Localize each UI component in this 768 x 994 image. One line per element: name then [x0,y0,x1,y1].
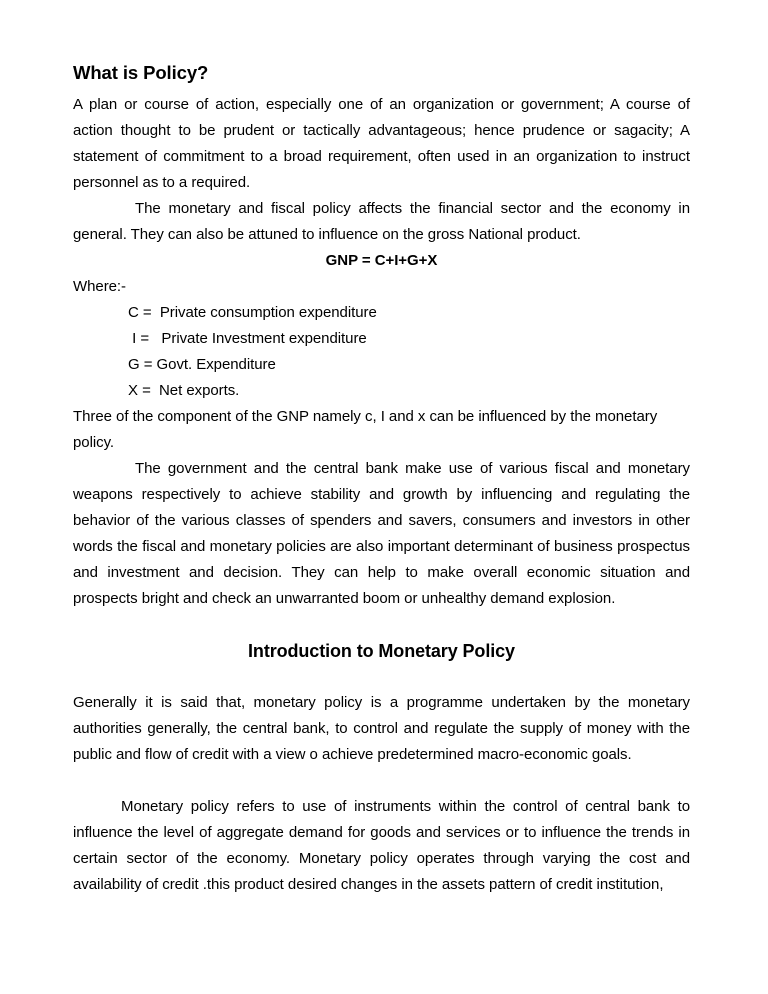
gnp-formula: GNP = C+I+G+X [325,252,438,269]
paragraph-monetary-instruments: Monetary policy refers to use of instruments within the control of central bank to influence the level of aggregate demand for goods and services or to influence the trends in certain sector of the economy. Monetary policy operates through varying the cost and availability of credit .this product desired changes in the assets pattern of credit institution, [73,798,690,893]
list-item: X = Net exports. [128,382,240,399]
page-title: What is Policy? [73,62,209,83]
gnp-variable-list [73,300,690,404]
paragraph-monetary-fiscal-policy: The monetary and fiscal policy affects the financial sector and the economy in general. They can also be attuned to influence on the gross National product. [73,200,690,243]
section-spacer [73,612,690,638]
paragraph-spacer [73,768,690,794]
document-body [73,60,690,898]
list-item: G = Govt. Expenditure [128,356,276,373]
where-label: Where:- [73,278,126,295]
paragraph-three-components: Three of the component of the GNP namely c, I and x can be influenced by the monetary policy. [73,408,658,451]
list-item: I = Private Investment expenditure [128,330,367,347]
list-item: C = Private consumption expenditure [128,304,377,321]
heading-spacer [73,664,690,690]
paragraph-government-central-bank: The government and the central bank make use of various fiscal and monetary weapons respectively to achieve stability and growth by influencing and regulating the behavior of the various classes of spenders and savers, consumers and investors in other words the fiscal and monetary policies are also important determinant of business prospectus and investment and decision. They can help to make overall economic situation and prospects bright and check an unwarranted boom or unhealthy demand explosion. [73,460,690,607]
paragraph-policy-definition: A plan or course of action, especially one of an organization or government; A course of action thought to be prudent or tactically advantageous; hence prudence or sagacity; A statement of commitment to a broad requirement, often used in an organization to instruct personnel as to a required. [73,96,690,191]
paragraph-generally-said: Generally it is said that, monetary policy is a programme undertaken by the monetary authorities generally, the central bank, to control and regulate the supply of money with the public and flow of credit with a view o achieve predetermined macro-economic goals. [73,694,690,763]
section-heading-monetary-policy: Introduction to Monetary Policy [248,641,515,661]
